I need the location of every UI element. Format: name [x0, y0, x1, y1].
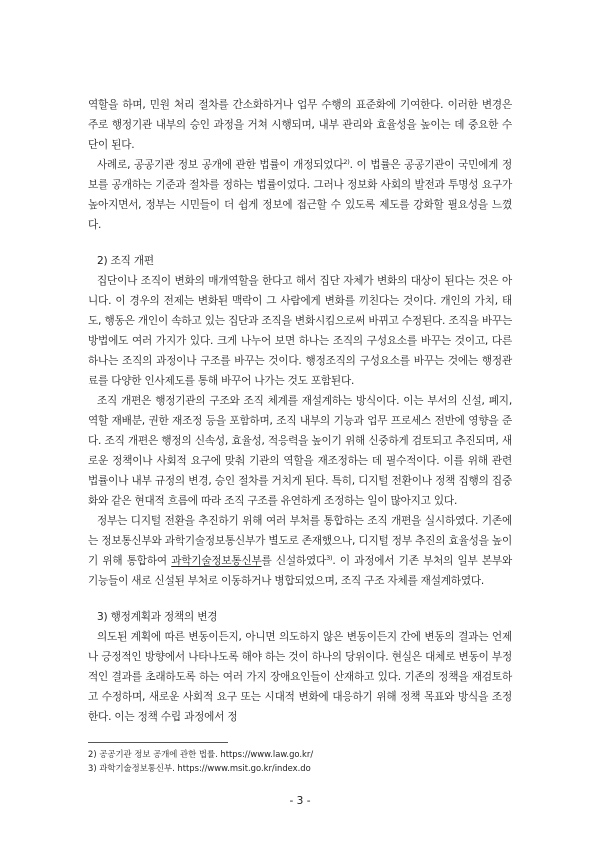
- body-text: [88, 95, 512, 727]
- paragraph: 집단이나 조직이 변화의 매개역할을 한다고 해서 집단 자체가 변화의 대상이 된다는 것은 아니다. 이 경우의 전제는 변화된 맥락이 그 사람에게 변화를 끼친다는 것이다. 개인의 가치, 태도, 행동은 개인이 속하고 있는 집단과 조직을 변화시킴으로써 바뀌고 수정된다. 조직을 바꾸는 방법에도 여러 가지가 있다. 크게 나누어 보면 하나는 조직의 구성요소를 바꾸는 것이고, 다른 하나는 조직의 과정이나 구조를 바꾸는 것이다. 행정조직의 구성요소를 바꾸는 것에는 행정관료를 다양한 인사제도를 통해 바꾸어 나가는 것도 포함된다.: [88, 275, 512, 387]
- paragraph: 역할을 하며, 민원 처리 절차를 간소화하거나 업무 수행의 표준화에 기여한다. 이러한 변경은 주로 행정기관 내부의 승인 과정을 거쳐 시행되며, 내부 관리와 효율성을 높이는 데 중요한 수단이 된다.: [88, 99, 512, 151]
- footnotes: [88, 747, 512, 775]
- footnote-ref[interactable]: 2): [343, 158, 350, 166]
- footnote-item: 2) 공공기관 정보 공개에 관한 법률. https://www.law.go.kr/: [88, 749, 314, 759]
- paragraph: [88, 511, 512, 591]
- paragraph-text: . 이 법률은 공공기관이 국민에게 정보를 공개하는 기준과 절차를 정하는 법률이었다. 그러나 정보화 사회의 발전과 투명성 요구가 높아지면서, 정부는 시민들이 더 쉽게 정보에 접근할 수 있도록 제도를 강화할 필요성을 느꼈다.: [88, 159, 512, 231]
- paragraph-text: . 이 과정에서 기존 부처의 일부 본부와 기능들이 새로 신설된 부처로 이동하거나 병합되었으며, 조직 구조 자체를 재설계하였다.: [88, 555, 512, 587]
- section-heading: 3) 행정계획과 정책의 변경: [97, 611, 218, 623]
- underlined-term: 과학기술정보통신부: [171, 555, 262, 567]
- footnote-divider: [88, 742, 228, 743]
- footnote-item: 3) 과학기술정보통신부. https://www.msit.go.kr/index.do: [88, 763, 311, 773]
- paragraph: [88, 155, 512, 235]
- paragraph: 조직 개편은 행정기관의 구조와 조직 체계를 재설계하는 방식이다. 이는 부서의 신설, 폐지, 역할 재배분, 권한 재조정 등을 포함하며, 조직 내부의 기능과 업무 프로세스 전반에 영향을 준다. 조직 개편은 행정의 신속성, 효율성, 적응력을 높이기 위해 신중하게 검토되고 추진되며, 새로운 정책이나 사회적 요구에 맞춰 기관의 역할을 재조정하는 데 필수적이다. 이를 위해 관련 법률이나 내부 규정의 변경, 승인 절차를 거치게 된다. 특히, 디지털 전환이나 정책 집행의 집중화와 같은 현대적 흐름에 따라 조직 구조를 유연하게 조정하는 일이 많아지고 있다.: [88, 395, 512, 507]
- paragraph-text: 사례로, 공공기관 정보 공개에 관한 법률이 개정되었다: [97, 159, 344, 171]
- paragraph-text: 를 신설하였다: [261, 555, 327, 567]
- footnote-ref[interactable]: 3): [326, 554, 333, 562]
- paragraph-text: 정부는 디지털 전환을 추진하기 위해 여러 부처를 통합하는 조직 개편을 실시하였다. 기존에는 정보통신부와 과학기술정보통신부가 별도로 존재했으나, 디지털 정부 추진의 효율성을 높이기 위해 통합하여: [88, 515, 512, 567]
- paragraph: 의도된 계획에 따른 변동이든지, 아니면 의도하지 않은 변동이든지 간에 변동의 결과는 언제나 긍정적인 방향에서 나타나도록 해야 하는 것이 하나의 당위이다. 현실은 대체로 변동이 부정적인 결과를 초래하도록 하는 여러 가지 장애요인들이 산재하고 있다. 기존의 정책을 재검토하고 수정하며, 새로운 사회적 요구 또는 시대적 변화에 대응하기 위해 정책 목표와 방식을 조정한다. 이는 정책 수립 과정에서 정: [88, 631, 512, 723]
- section-heading: 2) 조직 개편: [97, 255, 154, 267]
- page-number: - 3 -: [289, 795, 311, 807]
